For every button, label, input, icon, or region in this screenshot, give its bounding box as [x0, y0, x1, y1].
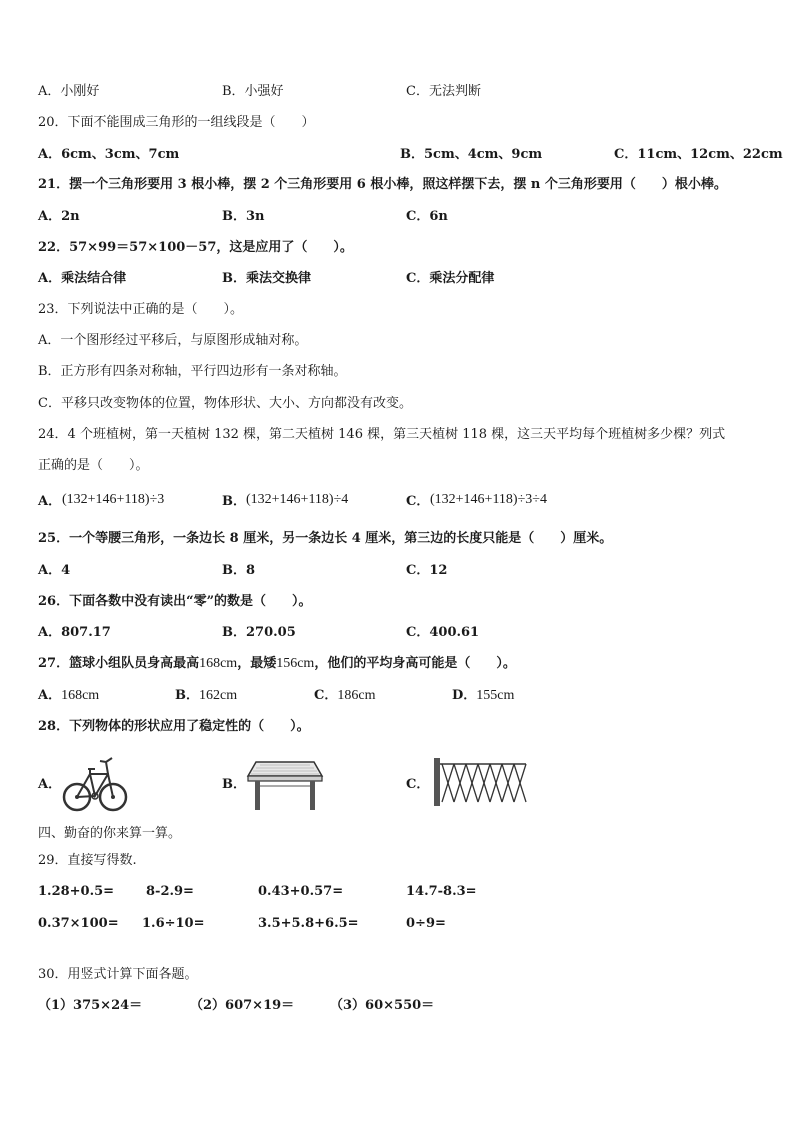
q29-item: 0.43+0.57=: [258, 884, 344, 899]
q24-stem-line1: 24．4 个班植树，第一天植树 132 棵，第二天植树 146 棵，第三天植树 118 棵，这三天平均每个班植树多少棵？列式: [38, 427, 726, 442]
expanding-gate-image: [432, 756, 528, 808]
q29-item: 14.7-8.3=: [406, 884, 477, 899]
q27-height-max: 168cm: [199, 656, 238, 671]
q23-option-a: A．一个图形经过平移后，与原图形成轴对称。: [38, 333, 308, 348]
section-4-title: 四、勤奋的你来算一算。: [38, 826, 182, 841]
q20-stem: 20．下面不能围成三角形的一组线段是（ ）: [38, 115, 315, 130]
q29-stem: 29．直接写得数.: [38, 853, 137, 868]
q20-option-c: C．11cm、12cm、22cm: [614, 147, 783, 162]
q24-stem-line2: 正确的是（ ）。: [38, 458, 149, 473]
q24-option-a: (132+146+118)÷3: [62, 492, 165, 507]
bicycle-image: [62, 752, 128, 814]
q28-stem: 28．下列物体的形状应用了稳定性的（ ）。: [38, 719, 310, 734]
q22-option-b: B．乘法交换律: [222, 271, 311, 286]
q20-option-a: A．6cm、3cm、7cm: [38, 147, 180, 162]
q20-option-b: B．5cm、4cm、9cm: [400, 147, 543, 162]
q24-option-c-label: C．: [406, 494, 430, 509]
q27-option-b-value: 162cm: [199, 688, 238, 703]
q24-option-c: (132+146+118)÷3÷4: [430, 492, 547, 507]
q28-option-c-label: C．: [406, 777, 430, 792]
q30-item: （2）607×19＝: [190, 998, 295, 1013]
q27-option-d: [452, 688, 514, 704]
q27-stem-post: ，他们的平均身高可能是（ ）。: [314, 656, 516, 671]
q30-item: （1）375×24＝: [38, 998, 143, 1013]
q27-option-a-value: 168cm: [61, 688, 100, 703]
q27-option-c-label: C．: [314, 688, 338, 703]
q27-option-b-label: B．: [175, 688, 199, 703]
q21-option-a: A．2n: [38, 209, 80, 224]
q19-option-c: C．无法判断: [406, 84, 481, 99]
q30-item: （3）60×550＝: [330, 998, 435, 1013]
q25-option-b: B．8: [222, 563, 256, 578]
q27-option-b: [175, 688, 237, 704]
q29-item: 0.37×100=: [38, 916, 119, 931]
q21-stem: 21．摆一个三角形要用 3 根小棒，摆 2 个三角形要用 6 根小棒，照这样摆下去，摆 n 个三角形要用（ ）根小棒。: [38, 177, 727, 192]
q29-item: 8-2.9=: [146, 884, 194, 899]
q25-option-a: A．4: [38, 563, 71, 578]
q24-option-b-label: B．: [222, 494, 246, 509]
q26-option-b: B．270.05: [222, 625, 296, 640]
q28-option-a-label: A．: [38, 777, 62, 792]
q27-option-a: [38, 688, 99, 704]
q28-option-b-label: B．: [222, 777, 246, 792]
q26-option-c: C．400.61: [406, 625, 480, 640]
q26-option-a: A．807.17: [38, 625, 111, 640]
q22-option-c: C．乘法分配律: [406, 271, 495, 286]
q29-item: 0÷9=: [406, 916, 446, 931]
q23-stem: 23．下列说法中正确的是（ ）。: [38, 302, 244, 317]
q30-stem: 30．用竖式计算下面各题。: [38, 967, 198, 982]
q21-option-b: B．3n: [222, 209, 265, 224]
q29-item: 3.5+5.8+6.5=: [258, 916, 359, 931]
q29-item: 1.6÷10=: [142, 916, 205, 931]
q19-option-b: B．小强好: [222, 84, 284, 99]
q27-stem-pre: 27．篮球小组队员身高最高: [38, 656, 200, 671]
q24-option-b: (132+146+118)÷4: [246, 492, 349, 507]
q24-option-a-label: A．: [38, 494, 62, 509]
q27-stem-mid: ，最矮: [237, 656, 277, 671]
q25-stem: 25．一个等腰三角形，一条边长 8 厘米，另一条边长 4 厘米，第三边的长度只能是（ ）厘米。: [38, 531, 613, 546]
q22-option-a: A．乘法结合律: [38, 271, 127, 286]
q29-item: 1.28+0.5=: [38, 884, 115, 899]
q19-option-a: A．小刚好: [38, 84, 100, 99]
table-image: [246, 758, 324, 812]
q23-option-b: B．正方形有四条对称轴，平行四边形有一条对称轴。: [38, 364, 347, 379]
q26-stem: 26．下面各数中没有读出“零”的数是（ ）。: [38, 594, 312, 609]
q25-option-c: C．12: [406, 563, 448, 578]
q27-stem: [38, 656, 516, 672]
q27-option-c-value: 186cm: [337, 688, 376, 703]
q27-option-c: [314, 688, 375, 704]
q23-option-c: C．平移只改变物体的位置，物体形状、大小、方向都没有改变。: [38, 396, 412, 411]
q27-option-d-label: D．: [452, 688, 477, 703]
q27-option-a-label: A．: [38, 688, 62, 703]
q22-stem: 22．57×99＝57×100－57，这是应用了（ ）。: [38, 240, 353, 255]
q27-option-d-value: 155cm: [476, 688, 515, 703]
q21-option-c: C．6n: [406, 209, 448, 224]
q27-height-min: 156cm: [276, 656, 315, 671]
